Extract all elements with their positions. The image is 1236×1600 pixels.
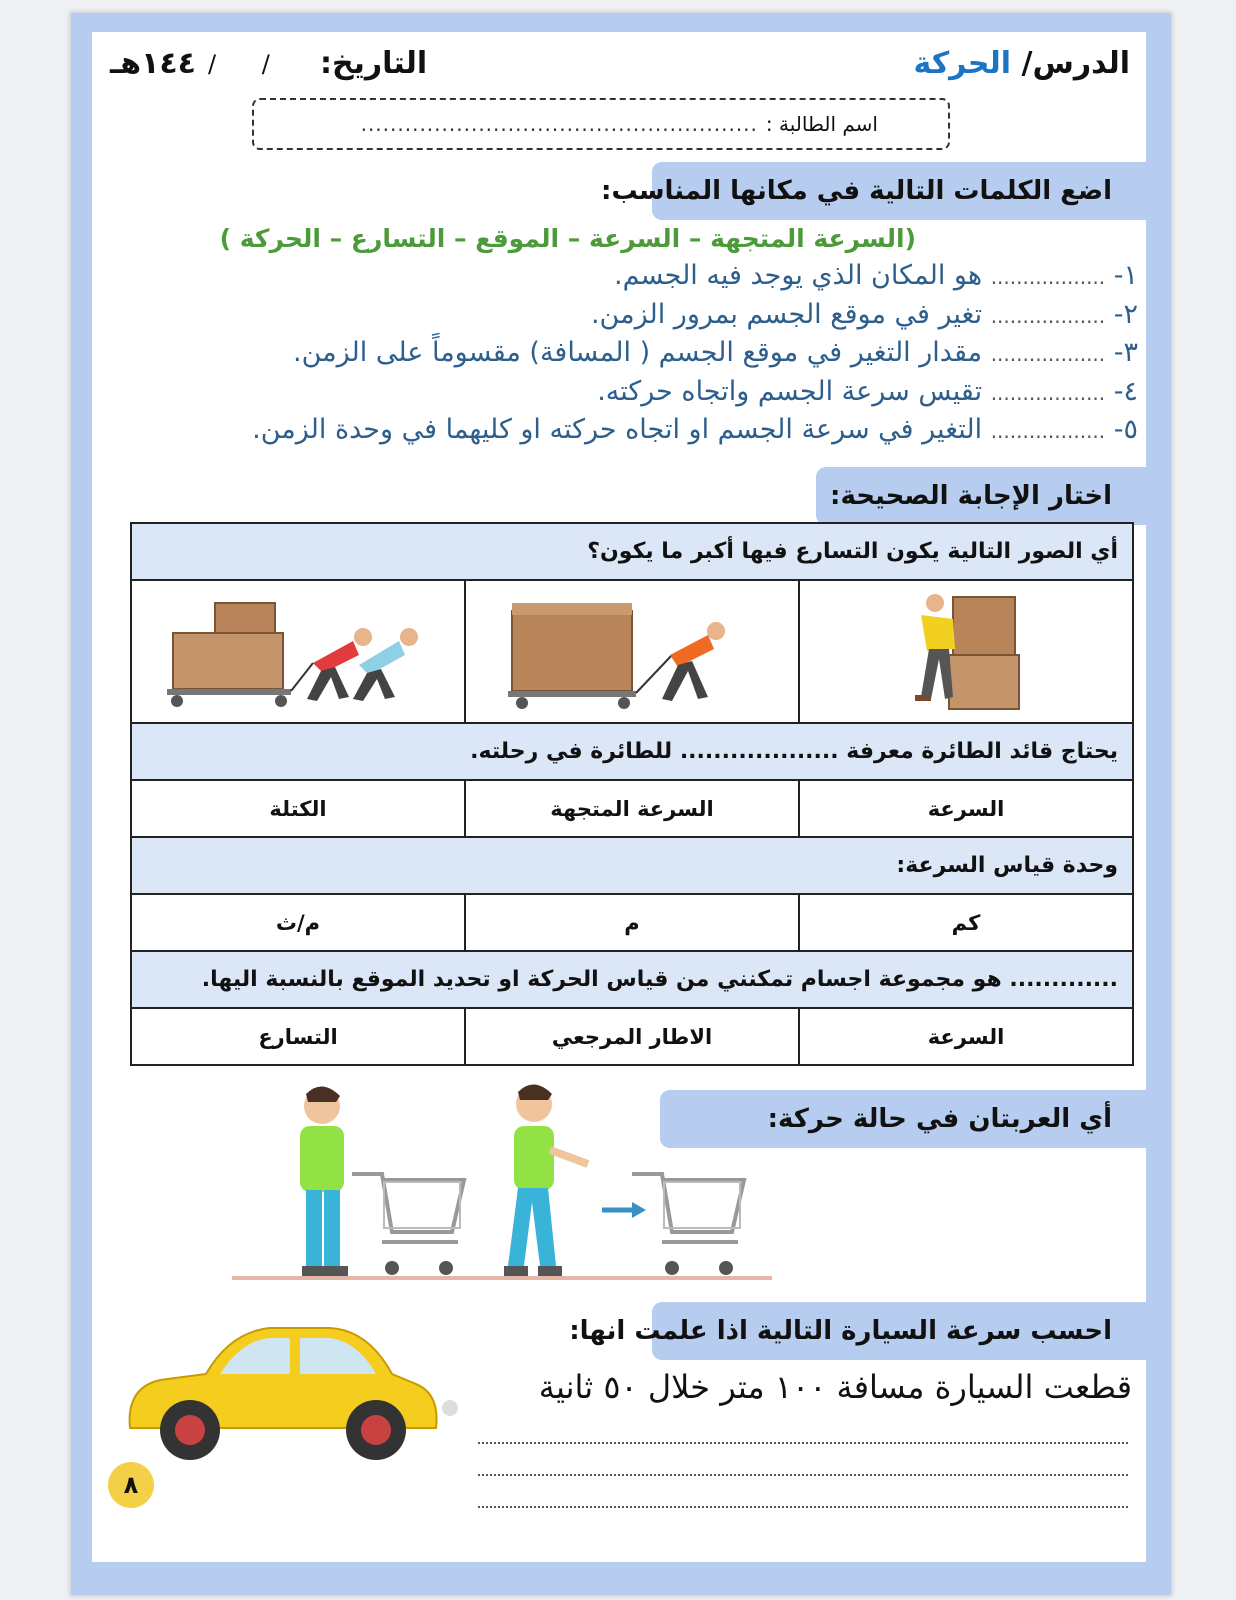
standing-person-icon [300,1086,348,1276]
mc-option[interactable]: كم [799,894,1133,951]
section-heading-car-speed: احسب سرعة السيارة التالية اذا علمت انها: [652,1302,1146,1360]
fill-item-blank[interactable]: .................. [990,381,1106,405]
fill-item-number: ١- [1113,260,1138,291]
fill-item-text: مقدار التغير في موقع الجسم ( المسافة) مقسوماً على الزمن. [293,337,983,368]
mc-option-image-one-person-small-box[interactable] [799,580,1133,723]
section-heading-carts: أي العربتان في حالة حركة: [660,1090,1146,1148]
lesson-label: الدرس/ [1021,46,1130,81]
mc-option[interactable]: السرعة [799,780,1133,837]
mc-question: ............. هو مجموعة اجسام تمكنني من قياس الحركة او تحديد الموقع بالنسبة اليها. [131,951,1133,1008]
yellow-car-icon [120,1318,460,1468]
moving-shopping-cart-icon [632,1174,744,1275]
fill-item-number: ٤- [1113,376,1138,407]
mc-question: يحتاج قائد الطائرة معرفة ................... للطائرة في رحلته. [131,723,1133,780]
pushing-person-icon [504,1084,588,1276]
student-name-blank[interactable]: ...................................................... [360,112,758,136]
fill-item-number: ٢- [1113,299,1138,330]
student-name-label: اسم الطالبة : [765,112,878,136]
mc-option[interactable]: م/ث [131,894,465,951]
fill-item [293,337,1138,368]
fill-item-blank[interactable]: .................. [990,342,1106,366]
fill-item [252,414,1138,445]
fill-item [597,376,1138,407]
mc-option-image-one-person-big-cart[interactable] [465,580,799,723]
mc-option[interactable]: التسارع [131,1008,465,1065]
person-pulling-cart-icon [502,589,762,714]
shopping-cart-icon [352,1174,464,1275]
mc-option[interactable]: السرعة المتجهة [465,780,799,837]
mc-option[interactable]: السرعة [799,1008,1133,1065]
fill-item [614,260,1138,291]
answer-line[interactable] [478,1442,1128,1444]
answer-line[interactable] [478,1474,1128,1476]
exhaust-smoke-icon [442,1400,458,1416]
fill-item-text: تغير في موقع الجسم بمرور الزمن. [590,299,983,330]
person-pushing-box-icon [891,589,1041,714]
arrow-head-icon [632,1202,646,1218]
hijri-year: ١٤٤هـ [110,46,196,81]
two-people-pulling-cart-icon [163,589,433,714]
mc-option-image-two-people-big-cart[interactable] [131,580,465,723]
multiple-choice-table [130,522,1134,1066]
word-bank: (السرعة المتجهة – السرعة – الموقع – التسارع – الحركة ) [219,224,916,253]
answer-line[interactable] [478,1506,1128,1508]
student-name-box[interactable] [252,98,950,150]
fill-item-blank[interactable]: .................. [990,419,1106,443]
fill-item-text: تقيس سرعة الجسم واتجاه حركته. [597,376,983,407]
fill-item-text: التغير في سرعة الجسم او اتجاه حركته او كليهما في وحدة الزمن. [252,414,983,445]
car-speed-statement: قطعت السيارة مسافة ١٠٠ متر خلال ٥٠ ثانية [538,1368,1132,1406]
mc-question: أي الصور التالية يكون التسارع فيها أكبر ما يكون؟ [131,523,1133,580]
mc-question: وحدة قياس السرعة: [131,837,1133,894]
lesson-topic: الحركة [913,46,1012,81]
fill-item-number: ٥- [1113,414,1138,445]
mc-option[interactable]: م [465,894,799,951]
lesson-title [914,46,1130,81]
section-heading-multiple-choice: اختار الإجابة الصحيحة: [816,467,1146,525]
shopping-carts-illustration [232,1082,772,1282]
page-number: ٨ [108,1462,154,1508]
mc-option[interactable]: الكتلة [131,780,465,837]
date-label: التاريخ: [320,46,428,81]
fill-item-blank[interactable]: .................. [990,265,1106,289]
fill-item [591,299,1138,330]
worksheet-page [92,32,1146,1562]
section-heading-fill-words: اضع الكلمات التالية في مكانها المناسب: [652,162,1146,220]
mc-option[interactable]: الاطار المرجعي [465,1008,799,1065]
fill-item-blank[interactable]: .................. [990,304,1106,328]
date-slashes: / / [208,50,270,78]
fill-item-number: ٣- [1113,337,1138,368]
fill-item-text: هو المكان الذي يوجد فيه الجسم. [614,260,983,291]
